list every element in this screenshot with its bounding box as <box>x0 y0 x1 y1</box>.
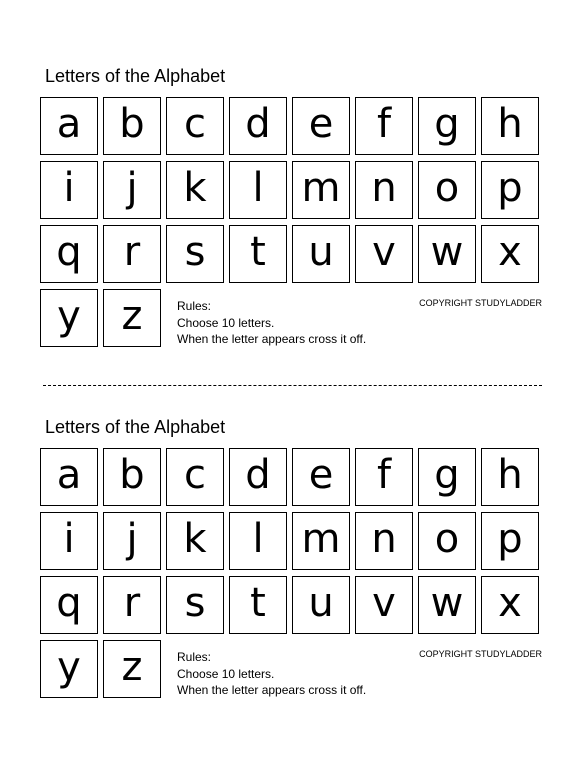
letter-tile[interactable]: b <box>103 97 161 155</box>
letter-tile[interactable]: v <box>355 576 413 634</box>
letter-tile[interactable]: j <box>103 161 161 219</box>
letter-tile[interactable]: a <box>40 97 98 155</box>
letter-tile[interactable]: o <box>418 161 476 219</box>
letter-tile[interactable]: h <box>481 448 539 506</box>
letter-tile[interactable]: x <box>481 225 539 283</box>
letter-tile[interactable]: o <box>418 512 476 570</box>
letter-tile[interactable]: m <box>292 161 350 219</box>
letter-tile[interactable]: i <box>40 512 98 570</box>
letter-tile[interactable]: d <box>229 448 287 506</box>
rules-heading: Rules: <box>177 650 212 664</box>
letter-tile[interactable]: y <box>40 640 98 698</box>
letter-tile[interactable]: s <box>166 225 224 283</box>
letter-tile[interactable]: w <box>418 576 476 634</box>
letter-tile[interactable]: q <box>40 576 98 634</box>
letter-tile[interactable]: p <box>481 161 539 219</box>
letter-tile[interactable]: t <box>229 225 287 283</box>
copyright-notice: COPYRIGHT STUDYLADDER <box>419 298 542 308</box>
letter-tile[interactable]: q <box>40 225 98 283</box>
letter-tile[interactable]: n <box>355 161 413 219</box>
letter-tile[interactable]: i <box>40 161 98 219</box>
letter-tile[interactable]: z <box>103 289 161 347</box>
letter-tile[interactable]: v <box>355 225 413 283</box>
letter-tile[interactable]: e <box>292 97 350 155</box>
letter-tile[interactable]: u <box>292 576 350 634</box>
letter-tile[interactable]: e <box>292 448 350 506</box>
letter-tile[interactable]: y <box>40 289 98 347</box>
rules-block <box>177 298 366 348</box>
letter-tile[interactable]: f <box>355 97 413 155</box>
rules-heading: Rules: <box>177 299 212 313</box>
letter-tile[interactable]: k <box>166 161 224 219</box>
letter-tile[interactable]: t <box>229 576 287 634</box>
rule-line: Choose 10 letters. <box>177 315 275 330</box>
letter-tile[interactable]: m <box>292 512 350 570</box>
letter-tile[interactable]: z <box>103 640 161 698</box>
letter-tile[interactable]: f <box>355 448 413 506</box>
worksheet-title: Letters of the Alphabet <box>45 417 226 437</box>
letter-tile[interactable]: l <box>229 161 287 219</box>
letter-tile[interactable]: j <box>103 512 161 570</box>
cut-line-divider <box>43 385 542 386</box>
letter-tile[interactable]: l <box>229 512 287 570</box>
copyright-notice: COPYRIGHT STUDYLADDER <box>419 649 542 659</box>
letter-tile[interactable]: x <box>481 576 539 634</box>
letter-tile[interactable]: n <box>355 512 413 570</box>
letter-tile[interactable]: a <box>40 448 98 506</box>
worksheet-title: Letters of the Alphabet <box>45 66 226 86</box>
rule-line: When the letter appears cross it off. <box>177 683 367 697</box>
letter-tile[interactable]: g <box>418 97 476 155</box>
worksheet-1 <box>0 66 584 396</box>
letter-tile[interactable]: c <box>166 448 224 506</box>
letter-tile[interactable]: b <box>103 448 161 506</box>
letter-tile[interactable]: s <box>166 576 224 634</box>
worksheet-2 <box>0 417 584 747</box>
rule-line: Choose 10 letters. <box>177 666 275 681</box>
letter-tile[interactable]: p <box>481 512 539 570</box>
rule-line: When the letter appears cross it off. <box>177 332 367 346</box>
rules-block <box>177 649 366 699</box>
letter-tile[interactable]: c <box>166 97 224 155</box>
letter-tile[interactable]: g <box>418 448 476 506</box>
letter-tile[interactable]: u <box>292 225 350 283</box>
letter-tile[interactable]: h <box>481 97 539 155</box>
letter-tile[interactable]: r <box>103 576 161 634</box>
letter-tile[interactable]: r <box>103 225 161 283</box>
letter-tile[interactable]: d <box>229 97 287 155</box>
letter-tile[interactable]: k <box>166 512 224 570</box>
letter-tile[interactable]: w <box>418 225 476 283</box>
